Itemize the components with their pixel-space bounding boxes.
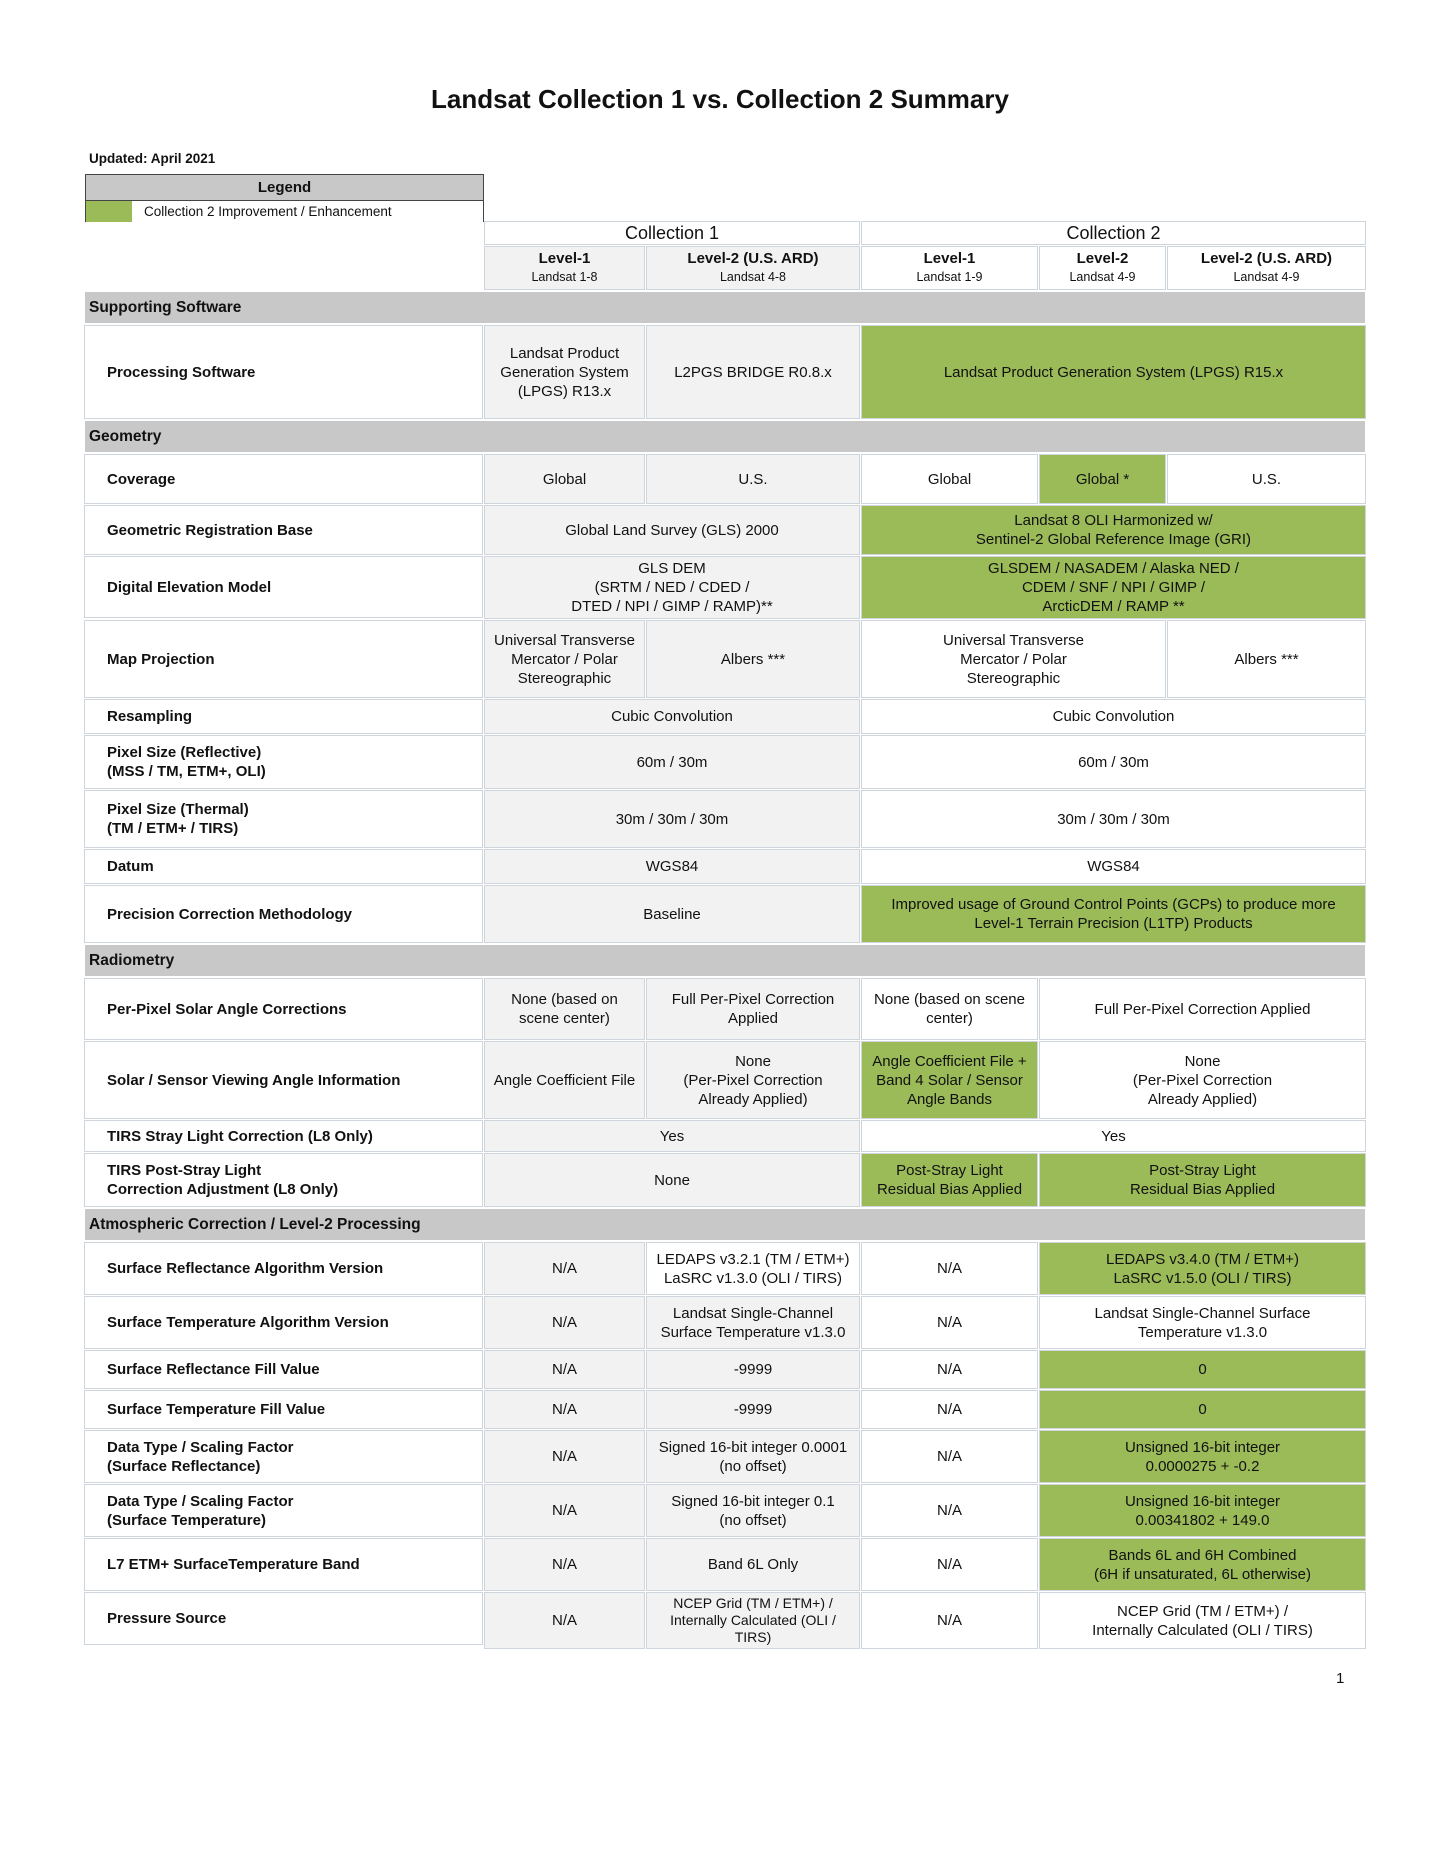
cell-improved: Unsigned 16-bit integer 0.00341802 + 149.0 <box>1040 1485 1365 1536</box>
cell: None (based on scene center) <box>485 979 644 1039</box>
col-c2-level2 <box>1040 247 1165 289</box>
header-blank <box>85 247 482 289</box>
cell: NCEP Grid (TM / ETM+) / Internally Calculated (OLI / TIRS) <box>647 1593 859 1648</box>
col-c1-level2-ard <box>647 247 859 289</box>
cell: N/A <box>862 1391 1037 1428</box>
cell: Baseline <box>485 886 859 942</box>
cell-improved: Bands 6L and 6H Combined (6H if unsaturated, 6L otherwise) <box>1040 1539 1365 1590</box>
row-label: Pressure Source <box>85 1593 482 1644</box>
cell: NCEP Grid (TM / ETM+) / Internally Calculated (OLI / TIRS) <box>1040 1593 1365 1648</box>
cell: None (Per-Pixel Correction Already Applied) <box>647 1042 859 1118</box>
cell: Signed 16-bit integer 0.1 (no offset) <box>647 1485 859 1536</box>
page-title: Landsat Collection 1 vs. Collection 2 Summary <box>431 84 1009 114</box>
row-label: TIRS Stray Light Correction (L8 Only) <box>85 1121 482 1151</box>
updated-date: Updated: April 2021 <box>89 151 216 166</box>
cell: N/A <box>485 1243 644 1294</box>
cell: N/A <box>485 1593 644 1648</box>
row-label: Surface Reflectance Algorithm Version <box>85 1243 482 1294</box>
row-label: Data Type / Scaling Factor (Surface Reflectance) <box>85 1431 482 1482</box>
level-sensors: Landsat 4-9 <box>1069 270 1136 284</box>
cell: -9999 <box>647 1391 859 1428</box>
collection2-header: Collection 2 <box>862 222 1365 244</box>
cell: Signed 16-bit integer 0.0001 (no offset) <box>647 1431 859 1482</box>
cell: 60m / 30m <box>862 736 1365 788</box>
cell: Yes <box>862 1121 1365 1151</box>
cell-improved: Post-Stray Light Residual Bias Applied <box>862 1154 1037 1206</box>
row-label: TIRS Post-Stray Light Correction Adjustment (L8 Only) <box>85 1154 482 1206</box>
cell: N/A <box>485 1297 644 1348</box>
row-label: Datum <box>85 850 482 883</box>
cell: N/A <box>485 1351 644 1388</box>
cell: Landsat Single-Channel Surface Temperature v1.3.0 <box>647 1297 859 1348</box>
cell: LEDAPS v3.2.1 (TM / ETM+) LaSRC v1.3.0 (OLI / TIRS) <box>647 1243 859 1294</box>
legend-swatch <box>86 201 132 223</box>
row-label: Resampling <box>85 700 482 733</box>
page-number: 1 <box>1336 1670 1345 1687</box>
level-sensors: Landsat 1-9 <box>916 270 983 284</box>
cell-improved: Global * <box>1040 455 1165 503</box>
row-label: Pixel Size (Reflective) (MSS / TM, ETM+, OLI) <box>85 736 482 788</box>
level-name: Level-2 (U.S. ARD) <box>1200 250 1333 267</box>
cell: Landsat Product Generation System (LPGS) R13.x <box>485 326 644 418</box>
cell: 30m / 30m / 30m <box>485 791 859 847</box>
row-label: Surface Reflectance Fill Value <box>85 1351 482 1388</box>
cell: N/A <box>485 1391 644 1428</box>
cell: Band 6L Only <box>647 1539 859 1590</box>
cell: None (Per-Pixel Correction Already Applied) <box>1040 1042 1365 1118</box>
legend-row <box>86 201 483 223</box>
row-label: Per-Pixel Solar Angle Corrections <box>85 979 482 1039</box>
cell-improved: 0 <box>1040 1351 1365 1388</box>
row-label: Digital Elevation Model <box>85 557 482 617</box>
cell: Landsat Single-Channel Surface Temperature v1.3.0 <box>1040 1297 1365 1348</box>
cell: U.S. <box>1168 455 1365 503</box>
cell: N/A <box>862 1431 1037 1482</box>
cell: Global <box>485 455 644 503</box>
cell: Full Per-Pixel Correction Applied <box>1040 979 1365 1039</box>
cell-improved: Post-Stray Light Residual Bias Applied <box>1040 1154 1365 1206</box>
level-sensors: Landsat 1-8 <box>531 270 598 284</box>
cell: 30m / 30m / 30m <box>862 791 1365 847</box>
cell: N/A <box>862 1351 1037 1388</box>
cell: Universal Transverse Mercator / Polar Stereographic <box>485 621 644 697</box>
cell: Global Land Survey (GLS) 2000 <box>485 506 859 554</box>
legend-box <box>85 174 484 224</box>
level-sensors: Landsat 4-9 <box>1233 270 1300 284</box>
cell: N/A <box>862 1593 1037 1648</box>
cell: L2PGS BRIDGE R0.8.x <box>647 326 859 418</box>
cell: Angle Coefficient File <box>485 1042 644 1118</box>
cell: N/A <box>485 1539 644 1590</box>
cell: Albers *** <box>1168 621 1365 697</box>
cell: N/A <box>862 1243 1037 1294</box>
cell: N/A <box>485 1485 644 1536</box>
cell: None <box>485 1154 859 1206</box>
legend-heading: Legend <box>86 175 483 201</box>
cell: -9999 <box>647 1351 859 1388</box>
cell-improved: Landsat Product Generation System (LPGS) R15.x <box>862 326 1365 418</box>
cell: GLS DEM (SRTM / NED / CDED / DTED / NPI / GIMP / RAMP)** <box>485 557 859 618</box>
cell: N/A <box>862 1297 1037 1348</box>
row-label: Solar / Sensor Viewing Angle Information <box>85 1042 482 1118</box>
level-name: Level-1 <box>923 250 976 267</box>
section-supporting-software: Supporting Software <box>85 292 1365 323</box>
cell: Global <box>862 455 1037 503</box>
level-name: Level-2 <box>1076 250 1129 267</box>
col-c2-level2-ard <box>1168 247 1365 289</box>
cell: WGS84 <box>485 850 859 883</box>
cell: Cubic Convolution <box>485 700 859 733</box>
cell: N/A <box>862 1539 1037 1590</box>
cell: None (based on scene center) <box>862 979 1037 1039</box>
row-label: Processing Software <box>85 326 482 418</box>
cell: Universal Transverse Mercator / Polar Stereographic <box>862 621 1165 697</box>
row-label: Pixel Size (Thermal) (TM / ETM+ / TIRS) <box>85 791 482 847</box>
cell: N/A <box>862 1485 1037 1536</box>
cell-improved: GLSDEM / NASADEM / Alaska NED / CDEM / SNF / NPI / GIMP / ArcticDEM / RAMP ** <box>862 557 1365 618</box>
collection1-header: Collection 1 <box>485 222 859 244</box>
row-label: Coverage <box>85 455 482 503</box>
row-label: Precision Correction Methodology <box>85 886 482 942</box>
cell-improved: Unsigned 16-bit integer 0.0000275 + -0.2 <box>1040 1431 1365 1482</box>
cell: Cubic Convolution <box>862 700 1365 733</box>
cell: Albers *** <box>647 621 859 697</box>
col-c2-level1 <box>862 247 1037 289</box>
section-geometry: Geometry <box>85 421 1365 452</box>
legend-label: Collection 2 Improvement / Enhancement <box>144 204 392 219</box>
section-radiometry: Radiometry <box>85 945 1365 976</box>
header-blank <box>85 222 482 244</box>
row-label: Surface Temperature Algorithm Version <box>85 1297 482 1348</box>
level-name: Level-2 (U.S. ARD) <box>687 250 819 267</box>
cell: 60m / 30m <box>485 736 859 788</box>
cell-improved: LEDAPS v3.4.0 (TM / ETM+) LaSRC v1.5.0 (OLI / TIRS) <box>1040 1243 1365 1294</box>
row-label: Surface Temperature Fill Value <box>85 1391 482 1428</box>
row-label: L7 ETM+ SurfaceTemperature Band <box>85 1539 482 1590</box>
row-label: Geometric Registration Base <box>85 506 482 554</box>
col-c1-level1 <box>485 247 644 289</box>
level-name: Level-1 <box>538 250 591 267</box>
row-label: Data Type / Scaling Factor (Surface Temperature) <box>85 1485 482 1536</box>
cell: Full Per-Pixel Correction Applied <box>647 979 859 1039</box>
section-atmospheric-correction: Atmospheric Correction / Level-2 Processing <box>85 1209 1365 1240</box>
comparison-table <box>85 222 1355 1648</box>
level-sensors: Landsat 4-8 <box>719 270 787 284</box>
row-label: Map Projection <box>85 621 482 697</box>
cell-improved: Landsat 8 OLI Harmonized w/ Sentinel-2 Global Reference Image (GRI) <box>862 506 1365 554</box>
cell: U.S. <box>647 455 859 503</box>
cell: N/A <box>485 1431 644 1482</box>
cell: Yes <box>485 1121 859 1151</box>
cell-improved: Angle Coefficient File + Band 4 Solar / Sensor Angle Bands <box>862 1042 1037 1118</box>
cell-improved: Improved usage of Ground Control Points (GCPs) to produce more Level-1 Terrain Precision (L1TP) Products <box>862 886 1365 942</box>
cell: WGS84 <box>862 850 1365 883</box>
cell-improved: 0 <box>1040 1391 1365 1428</box>
